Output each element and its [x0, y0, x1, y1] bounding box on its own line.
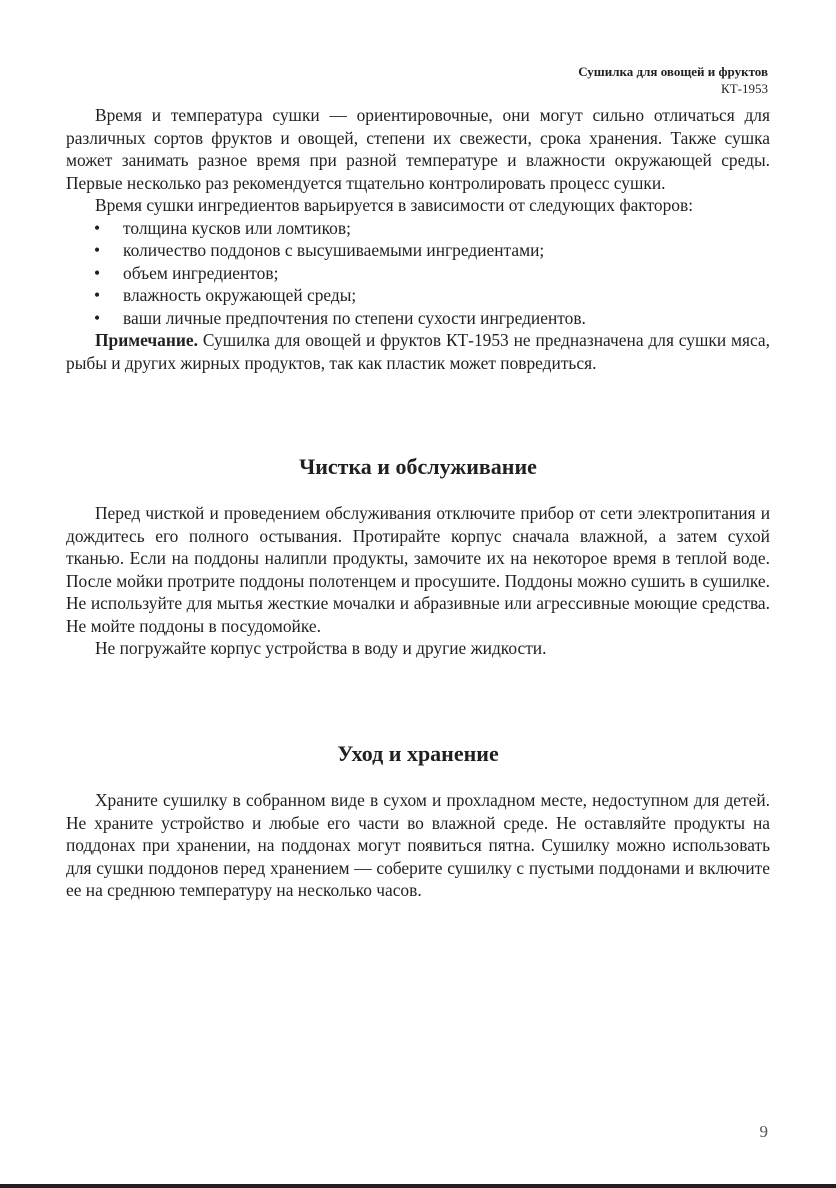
list-item [66, 284, 770, 307]
factors-list [66, 217, 770, 330]
storage-paragraph: Храните сушилку в собранном виде в сухом и прохладном месте, недоступном для детей. Не храните устройство и любые его части во влажной среде. Не оставляйте продукты на поддонах при хранении, на поддонах могут появиться пятна. Сушилку можно использовать для сушки поддонов перед хранением — соберите сушилку с пустыми поддонами и включите ее на среднюю температуру на несколько часов. [66, 790, 770, 900]
header-model-number: КТ-1953 [721, 81, 768, 96]
running-header [578, 63, 768, 97]
cleaning-section [66, 502, 770, 660]
note-label: Примечание. [95, 330, 198, 350]
note-paragraph [66, 329, 770, 374]
cleaning-paragraph: Перед чисткой и проведением обслуживания отключите прибор от сети электропитания и дождитесь его полного остывания. Протирайте корпус сначала влажной, а затем сухой тканью. Если на поддоны налипли продукты, замочите их на некоторое время в теплой воде. После мойки протрите поддоны полотенцем и просушите. Поддоны можно сушить в сушилке. Не используйте для мытья жесткие мочалки и абразивные или агрессивные моющие средства. Не мойте поддоны в посудомойке. [66, 503, 770, 636]
list-item [66, 239, 770, 262]
storage-section [66, 789, 770, 902]
list-item-text: объем ингредиентов; [123, 262, 279, 283]
list-item [66, 217, 770, 240]
list-item [66, 262, 770, 285]
cleaning-heading: Чистка и обслуживание [299, 454, 537, 479]
bullet-icon: • [94, 307, 101, 328]
bullet-icon: • [94, 240, 101, 260]
bullet-icon: • [94, 262, 101, 283]
cleaning-warning-paragraph: Не погружайте корпус устройства в воду и другие жидкости. [95, 638, 547, 658]
header-product-title: Сушилка для овощей и фруктов [578, 64, 768, 79]
bullet-icon: • [94, 285, 101, 305]
list-item-text: количество поддонов с высушиваемыми ингредиентами; [123, 240, 545, 260]
list-item-text: толщина кусков или ломтиков; [123, 217, 351, 238]
factors-intro-paragraph: Время сушки ингредиентов варьируется в зависимости от следующих факторов: [95, 195, 694, 215]
list-item [66, 307, 770, 330]
bullet-icon: • [94, 217, 101, 238]
note-text: Сушилка для овощей и фруктов КТ-1953 не предназначена для сушки мяса, рыбы и других жирных продуктов, так как пластик может повредиться. [66, 330, 770, 373]
storage-heading: Уход и хранение [337, 741, 499, 766]
list-item-text: влажность окружающей среды; [123, 285, 357, 305]
drying-section [66, 104, 770, 374]
list-item-text: ваши личные предпочтения по степени сухости ингредиентов. [123, 307, 586, 328]
drying-intro-paragraph: Время и температура сушки — ориентировочные, они могут сильно отличаться для различных сортов фруктов и овощей, степени их свежести, срока хранения. Также сушка может занимать разное время при разной температуре и влажности окружающей среды. Первые несколько раз рекомендуется тщательно контролировать процесс сушки. [66, 105, 770, 193]
page-number: 9 [759, 1122, 768, 1141]
bottom-divider [0, 1184, 836, 1188]
